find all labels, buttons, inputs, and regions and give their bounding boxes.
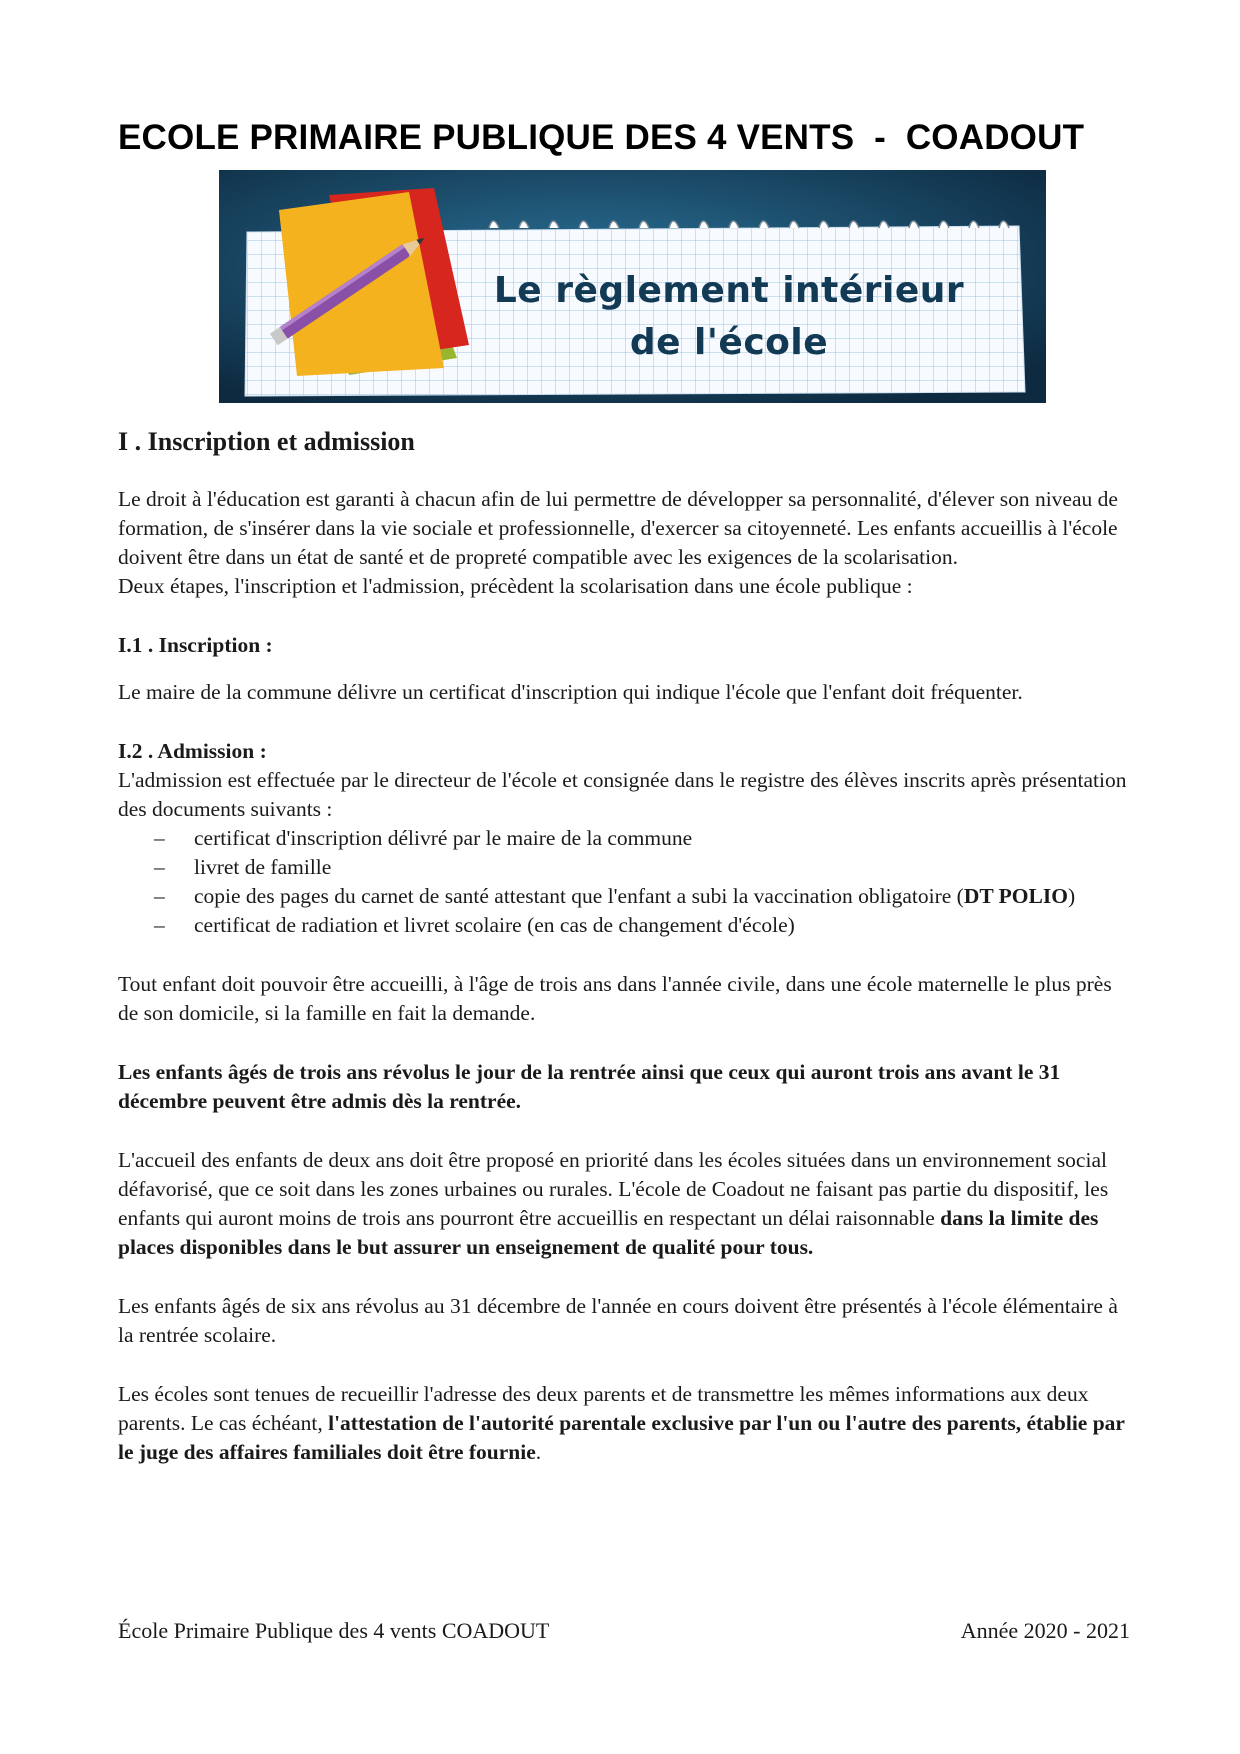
parents-text-end: . [535, 1440, 542, 1464]
rentree-admission-bold: Les enfants âgés de trois ans révolus le jour de la rentrée ainsi que ceux qui auront trois ans avant le 31 décembre peuvent être admis dès la rentrée. [118, 1060, 1061, 1113]
parents-text: Les écoles sont tenues de recueillir l'adresse des deux parents et de transmettre les mêmes informations aux deux parents. Le cas échéant, [118, 1382, 1089, 1435]
two-years-paragraph [118, 1146, 1128, 1262]
admission-paragraph: L'admission est effectuée par le directeur de l'école et consignée dans le registre des élèves inscrits après présentation des documents suivants : [118, 768, 1127, 821]
banner-line-2: de l'école [629, 322, 829, 363]
list-item-text-end: ) [1067, 884, 1076, 908]
page-footer [118, 1618, 1130, 1644]
parents-bold: l'attestation de l'autorité parentale exclusive par l'un ou l'autre des parents, établie par le juge des affaires familiales doit être fournie [118, 1411, 1125, 1464]
section-inscription-admission [118, 425, 1128, 1467]
banner-caption [469, 265, 989, 369]
rentree-admission-paragraph [118, 1058, 1128, 1116]
intro-paragraph: Le droit à l'éducation est garanti à chacun afin de lui permettre de développer sa personnalité, d'élever son niveau de formation, de s'insérer dans la vie sociale et professionnelle, d'exercer sa citoyenneté. Les enfants accueillis à l'école doivent être dans un état de santé et de propreté compatible avec les exigences de la scolarisation. [118, 487, 1118, 569]
three-years-paragraph: Tout enfant doit pouvoir être accueilli, à l'âge de trois ans dans l'année civile, dans une école maternelle le plus près de son domicile, si la famille en fait la demande. [118, 972, 1112, 1025]
six-years-paragraph: Les enfants âgés de six ans révolus au 31 décembre de l'année en cours doivent être présentés à l'école élémentaire à la rentrée scolaire. [118, 1294, 1118, 1347]
section-title: I . Inscription et admission [118, 427, 415, 456]
footer-school-name: École Primaire Publique des 4 vents COADOUT [118, 1618, 550, 1643]
two-years-text: L'accueil des enfants de deux ans doit être proposé en priorité dans les écoles situées dans un environnement social défavorisé, que ce soit dans les zones urbaines ou rurales. L'école de Coadout ne faisant pas partie du dispositif, les enfants qui auront moins de trois ans pourront être accueillis en respectant un délai raisonnable [118, 1148, 1109, 1230]
required-documents-list [118, 824, 1128, 940]
rules-banner [219, 170, 1046, 403]
list-item-text: copie des pages du carnet de santé attestant que l'enfant a subi la vaccination obligatoire ( [194, 884, 964, 908]
subsection-title-admission: I.2 . Admission : [118, 739, 267, 763]
footer-school-year: Année 2020 - 2021 [960, 1618, 1130, 1643]
banner-line-1: Le règlement intérieur [493, 270, 965, 311]
list-item: – livret de famille [118, 853, 1128, 882]
intro-steps-paragraph: Deux étapes, l'inscription et l'admission, précèdent la scolarisation dans une école publique : [118, 574, 913, 598]
school-title: ECOLE PRIMAIRE PUBLIQUE DES 4 VENTS - COADOUT [118, 118, 1085, 157]
subsection-title-inscription: I.1 . Inscription : [118, 633, 273, 657]
inscription-paragraph: Le maire de la commune délivre un certificat d'inscription qui indique l'école que l'enfant doit fréquenter. [118, 680, 1023, 704]
two-years-bold: dans la limite des places disponibles dans le but assurer un enseignement de qualité pour tous. [118, 1206, 1099, 1259]
vaccine-name: DT POLIO [963, 884, 1068, 908]
list-item: – certificat d'inscription délivré par le maire de la commune [118, 824, 1128, 853]
parents-paragraph [118, 1380, 1128, 1467]
list-item: – certificat de radiation et livret scolaire (en cas de changement d'école) [118, 911, 1128, 940]
list-item [118, 882, 1128, 911]
